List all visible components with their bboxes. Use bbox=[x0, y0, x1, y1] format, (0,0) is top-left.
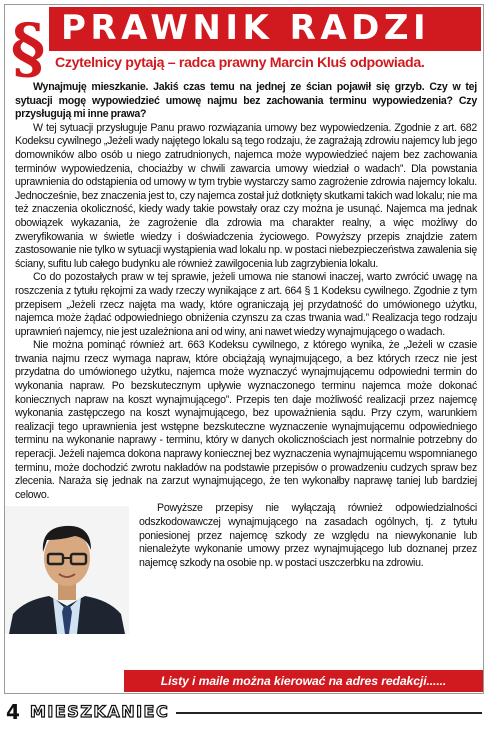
section-sign-icon: § bbox=[7, 7, 49, 89]
portrait-icon bbox=[5, 506, 129, 634]
article-paragraph-3: Nie można pominąć również art. 663 Kodeksu cywilnego, z którego wynika, że „Jeżeli w czasie trwania najmu rzecz wymaga napraw, które obciążają wynajmującego, a bez których rzecz nie jest przydatna do umówionego użytku, najemca może wyznaczyć wynajmującemu odpowiedni termin do wykonania napraw. Po bezskutecznym upływie wyznaczonego terminu najemca może dokonać koniecznych napraw na koszt wynajmującego”. Przepis ten daje możliwość realizacji przez najemcę wykonania zastępczego na koszt wynajmującego, bez upoważnienia sądu. Przy czym, warunkiem realizacji tego uprawnienia jest wstępne bezskuteczne wyznaczenie wynajmującemu odpowiedniego terminu na wykonanie naprawy - terminu, który w danych okolicznościach jest normalnie potrzebny do reperacji. Jeżeli najemca dokona naprawy koniecznej bez wyznaczenia wynajmującemu wspomnianego terminu, może dochodzić zwrotu nakładów na podstawie przepisów o prowadzeniu cudzych spraw bez zlecenia. Naraża się jednak na zarzut wynajmującego, że ten wykonałby naprawę taniej lub bardziej celowo. bbox=[15, 339, 477, 501]
page-subtitle: Czytelnicy pytają – radca prawny Marcin Kluś odpowiada. bbox=[55, 55, 425, 71]
article-paragraph-1: W tej sytuacji przysługuje Panu prawo rozwiązania umowy bez wypowiedzenia. Zgodnie z art. 682 Kodeksu cywilnego „Jeżeli wady najętego lokalu są tego rodzaju, że zagrażają zdrowiu najemcy lub jego domowników albo osób u niego zatrudnionych, najemca może wypowiedzieć najem bez zachowania terminów wypowiedzenia, chociażby w chwili zawarcia umowy wiedział o wadach”. Dla powstania uprawnienia do odstąpienia od umowy w tym trybie wystarczy samo zagrożenie zdrowia najemcy lokalu. Jednocześnie, bez znaczenia jest to, czy najemca został już dotknięty skutkami takich wad lokalu; nie ma też znaczenia okoliczność, kiedy wady takie powstały oraz czy można je usunąć. Najemca ma jednak obowiązek wykazania, że zagrożenie dla zdrowia ma charakter realny, a więc możliwy do zweryfikowania w świetle wiedzy i doświadczenia życiowego. Powyższy przepis znajdzie zatem zastosowanie nie tylko w sytuacji wystąpienia wad lokalu np. w postaci niebezpieczeństwa zawalenia się ściany, sufitu lub całego budynku ale również zawilgocenia lub zagrzybienia lokalu. bbox=[15, 121, 477, 270]
article-question: Wynajmuję mieszkanie. Jakiś czas temu na jednej ze ścian pojawił się grzyb. Czy w tej sytuacji mogę wypowiedzieć umowę najmu bez zachowania terminu wypowiedzenia? Czy przysługują mi inne prawa? bbox=[15, 81, 477, 121]
author-photo bbox=[5, 506, 129, 634]
article-paragraph-2: Co do pozostałych praw w tej sprawie, jeżeli umowa nie stanowi inaczej, warto zwrócić uwagę na roszczenia z tytułu rękojmi za wady rzeczy wynikające z art. 664 § 1 Kodeksu cywilnego. Zgodnie z tym przepisem „Jeżeli rzecz najęta ma wady, które ograniczają jej przydatność do umówionego użytku, najemca może żądać odpowiedniego obniżenia czynszu za czas trwania wad.” Realizacja tego rodzaju uprawnień najemcy, nie jest uzależniona ani od winy, ani nawet wiedzy wynajmującego o wadach. bbox=[15, 271, 477, 338]
magazine-name: MIESZKANIEC bbox=[30, 702, 170, 721]
article-paragraph-4: Powyższe przepisy nie wyłączają również odpowiedzialności odszkodowawczej wynajmującego na zasadach ogólnych, tj. z tytułu poniesionej przez najemcę szkody ze względu na niewykonanie lub nienależyte wykonanie umowy przez wynajmującego lub doznanej przez najemcę szkody na osobie np. w postaci uszczerbku na zdrowiu. bbox=[139, 502, 477, 569]
page-title: PRAWNIK RADZI bbox=[61, 8, 431, 48]
page-footer bbox=[4, 700, 488, 726]
article-page bbox=[4, 4, 484, 694]
footer-rule bbox=[176, 712, 482, 714]
contact-note: Listy i maile można kierować na adres redakcji...... bbox=[124, 670, 483, 692]
article-body bbox=[15, 81, 477, 634]
page-number: 4 bbox=[6, 700, 20, 724]
